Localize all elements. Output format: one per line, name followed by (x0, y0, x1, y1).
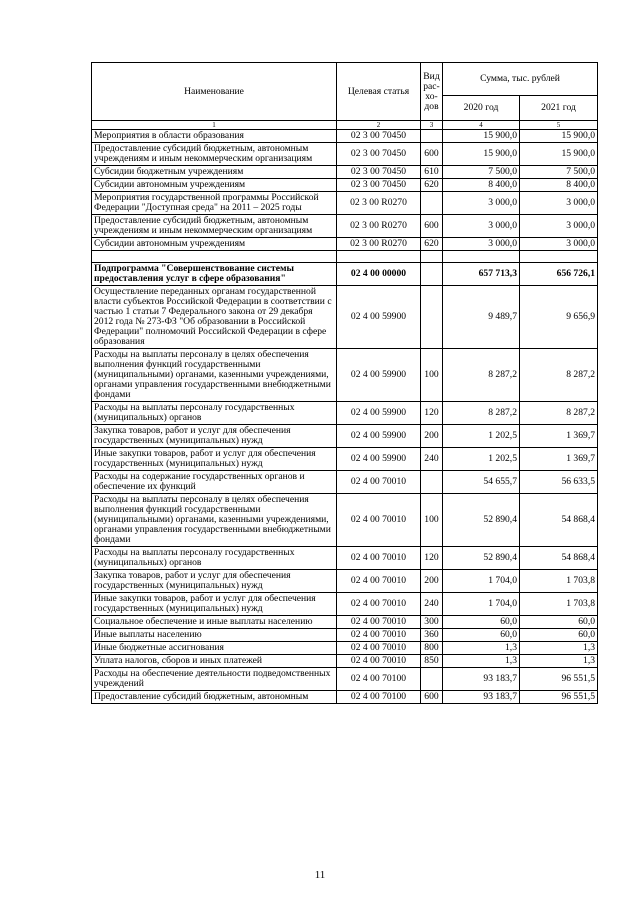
row-name: Осуществление переданных органам государственной власти субъектов Российской Федерации в соответствии с частью 1 статьи 7 Федерального закона от 29 декабря 2012 года № 273-ФЗ "Об образовании в Российской Федерации" полномочий Российской Федерации в сфере образования (92, 286, 337, 349)
row-vid: 300 (421, 616, 443, 629)
row-amount-2020: 3 000,0 (443, 192, 520, 215)
header-vid: Вид рас-хо-дов (421, 63, 443, 121)
row-code: 02 4 00 70010 (337, 629, 421, 642)
row-vid: 120 (421, 402, 443, 425)
row-amount-2020: 1 202,5 (443, 425, 520, 448)
column-number: 5 (520, 121, 598, 130)
column-number: 4 (443, 121, 520, 130)
table-row (92, 494, 598, 547)
row-name: Мероприятия государственной программы Российской Федерации "Доступная среда" на 2011 – 2025 годы (92, 192, 337, 215)
table-row (92, 616, 598, 629)
row-amount-2021: 656 726,1 (520, 263, 598, 286)
spacer-cell (443, 251, 520, 263)
table-row (92, 263, 598, 286)
row-name: Уплата налогов, сборов и иных платежей (92, 655, 337, 668)
row-name: Подпрограмма "Совершенствование системы предоставления услуг в сфере образования" (92, 263, 337, 286)
row-name: Иные выплаты населению (92, 629, 337, 642)
row-code: 02 4 00 59900 (337, 286, 421, 349)
table-row (92, 570, 598, 593)
row-amount-2021: 9 656,9 (520, 286, 598, 349)
row-code: 02 4 00 70100 (337, 691, 421, 704)
row-code: 02 3 00 R0270 (337, 192, 421, 215)
row-amount-2021: 1,3 (520, 642, 598, 655)
row-name: Предоставление субсидий бюджетным, автономным (92, 691, 337, 704)
spacer-cell (421, 251, 443, 263)
row-name: Иные закупки товаров, работ и услуг для обеспечения государственных (муниципальных) нужд (92, 593, 337, 616)
table-row (92, 642, 598, 655)
row-code: 02 4 00 70010 (337, 494, 421, 547)
table-row (92, 593, 598, 616)
table-row (92, 349, 598, 402)
row-vid: 360 (421, 629, 443, 642)
table-body (92, 121, 598, 704)
row-amount-2020: 52 890,4 (443, 547, 520, 570)
row-amount-2020: 15 900,0 (443, 143, 520, 166)
column-number: 3 (421, 121, 443, 130)
row-amount-2020: 8 400,0 (443, 179, 520, 192)
row-amount-2021: 3 000,0 (520, 238, 598, 251)
row-name: Расходы на обеспечение деятельности подведомственных учреждений (92, 668, 337, 691)
header-sum: Сумма, тыс. рублей (443, 63, 598, 96)
row-amount-2020: 1 202,5 (443, 448, 520, 471)
row-amount-2021: 15 900,0 (520, 130, 598, 143)
row-name: Социальное обеспечение и иные выплаты населению (92, 616, 337, 629)
row-vid: 240 (421, 593, 443, 616)
table-row (92, 166, 598, 179)
row-vid (421, 192, 443, 215)
row-code: 02 4 00 59900 (337, 425, 421, 448)
row-code: 02 4 00 70010 (337, 655, 421, 668)
table-row (92, 238, 598, 251)
row-vid (421, 668, 443, 691)
header-year-2021: 2021 год (520, 96, 598, 121)
row-amount-2021: 96 551,5 (520, 668, 598, 691)
row-amount-2020: 15 900,0 (443, 130, 520, 143)
spacer-cell (337, 251, 421, 263)
row-name: Предоставление субсидий бюджетным, автономным учреждениям и иным некоммерческим организациям (92, 215, 337, 238)
row-name: Предоставление субсидий бюджетным, автономным учреждениям и иным некоммерческим организациям (92, 143, 337, 166)
row-name: Закупка товаров, работ и услуг для обеспечения государственных (муниципальных) нужд (92, 425, 337, 448)
page-number: 11 (314, 869, 326, 881)
row-amount-2020: 8 287,2 (443, 402, 520, 425)
row-vid (421, 130, 443, 143)
column-number: 1 (92, 121, 337, 130)
row-amount-2021: 8 287,2 (520, 349, 598, 402)
budget-table (91, 62, 598, 704)
row-vid: 620 (421, 238, 443, 251)
row-vid: 850 (421, 655, 443, 668)
row-name: Субсидии автономным учреждениям (92, 238, 337, 251)
row-name: Закупка товаров, работ и услуг для обеспечения государственных (муниципальных) нужд (92, 570, 337, 593)
header-year-2020: 2020 год (443, 96, 520, 121)
table-row (92, 143, 598, 166)
row-vid: 120 (421, 547, 443, 570)
row-amount-2020: 1 704,0 (443, 570, 520, 593)
row-code: 02 4 00 70100 (337, 668, 421, 691)
row-amount-2021: 56 633,5 (520, 471, 598, 494)
row-name: Мероприятия в области образования (92, 130, 337, 143)
table-row (92, 471, 598, 494)
row-name: Расходы на выплаты персоналу государственных (муниципальных) органов (92, 402, 337, 425)
row-amount-2021: 1,3 (520, 655, 598, 668)
row-amount-2020: 7 500,0 (443, 166, 520, 179)
row-code: 02 3 00 70450 (337, 179, 421, 192)
table-row (92, 215, 598, 238)
row-name: Расходы на выплаты персоналу государственных (муниципальных) органов (92, 547, 337, 570)
table-row (92, 655, 598, 668)
row-amount-2021: 3 000,0 (520, 215, 598, 238)
row-amount-2021: 15 900,0 (520, 143, 598, 166)
row-code: 02 3 00 70450 (337, 130, 421, 143)
row-name: Субсидии автономным учреждениям (92, 179, 337, 192)
spacer-cell (520, 251, 598, 263)
row-vid (421, 263, 443, 286)
row-name: Иные закупки товаров, работ и услуг для обеспечения государственных (муниципальных) нужд (92, 448, 337, 471)
row-amount-2020: 657 713,3 (443, 263, 520, 286)
row-vid (421, 286, 443, 349)
table-row (92, 448, 598, 471)
table-row (92, 668, 598, 691)
spacer-row (92, 251, 598, 263)
row-amount-2021: 54 868,4 (520, 547, 598, 570)
row-vid: 610 (421, 166, 443, 179)
row-name: Иные бюджетные ассигнования (92, 642, 337, 655)
row-amount-2021: 96 551,5 (520, 691, 598, 704)
row-vid: 100 (421, 349, 443, 402)
row-amount-2021: 3 000,0 (520, 192, 598, 215)
row-name: Субсидии бюджетным учреждениям (92, 166, 337, 179)
row-vid: 600 (421, 691, 443, 704)
row-code: 02 4 00 70010 (337, 593, 421, 616)
row-name: Расходы на выплаты персоналу в целях обеспечения выполнения функций государственными (муниципальными) органами, казенными учреждениями, органами управления государственными внебюджетными фондами (92, 494, 337, 547)
row-amount-2020: 3 000,0 (443, 238, 520, 251)
table-row (92, 179, 598, 192)
row-amount-2021: 1 369,7 (520, 425, 598, 448)
row-amount-2020: 8 287,2 (443, 349, 520, 402)
row-amount-2020: 1,3 (443, 655, 520, 668)
header-name: Наименование (92, 63, 337, 121)
row-amount-2021: 54 868,4 (520, 494, 598, 547)
row-code: 02 3 00 R0270 (337, 215, 421, 238)
row-amount-2021: 60,0 (520, 629, 598, 642)
row-amount-2020: 60,0 (443, 629, 520, 642)
row-vid: 200 (421, 570, 443, 593)
row-vid: 240 (421, 448, 443, 471)
row-vid: 200 (421, 425, 443, 448)
row-amount-2020: 1 704,0 (443, 593, 520, 616)
row-amount-2020: 54 655,7 (443, 471, 520, 494)
table-row (92, 629, 598, 642)
row-code: 02 4 00 00000 (337, 263, 421, 286)
row-code: 02 4 00 70010 (337, 471, 421, 494)
row-vid: 600 (421, 215, 443, 238)
row-vid: 100 (421, 494, 443, 547)
row-amount-2021: 1 703,8 (520, 593, 598, 616)
row-amount-2021: 1 369,7 (520, 448, 598, 471)
header-code: Целевая статья (337, 63, 421, 121)
column-number: 2 (337, 121, 421, 130)
row-amount-2021: 8 287,2 (520, 402, 598, 425)
row-amount-2021: 1 703,8 (520, 570, 598, 593)
column-number-row (92, 121, 598, 130)
table-row (92, 402, 598, 425)
table-row (92, 547, 598, 570)
row-vid: 600 (421, 143, 443, 166)
row-vid: 620 (421, 179, 443, 192)
row-amount-2020: 1,3 (443, 642, 520, 655)
row-amount-2020: 93 183,7 (443, 691, 520, 704)
row-amount-2020: 3 000,0 (443, 215, 520, 238)
row-amount-2020: 9 489,7 (443, 286, 520, 349)
table-row (92, 192, 598, 215)
row-code: 02 3 00 R0270 (337, 238, 421, 251)
row-name: Расходы на содержание государственных органов и обеспечение их функций (92, 471, 337, 494)
row-vid: 800 (421, 642, 443, 655)
row-name: Расходы на выплаты персоналу в целях обеспечения выполнения функций государственными (муниципальными) органами, казенными учреждениями, органами управления государственными внебюджетными фондами (92, 349, 337, 402)
row-amount-2020: 93 183,7 (443, 668, 520, 691)
row-code: 02 4 00 70010 (337, 642, 421, 655)
table-row (92, 286, 598, 349)
row-vid (421, 471, 443, 494)
row-amount-2020: 52 890,4 (443, 494, 520, 547)
row-code: 02 4 00 59900 (337, 448, 421, 471)
table-row (92, 130, 598, 143)
row-amount-2020: 60,0 (443, 616, 520, 629)
row-code: 02 3 00 70450 (337, 166, 421, 179)
row-amount-2021: 8 400,0 (520, 179, 598, 192)
row-amount-2021: 60,0 (520, 616, 598, 629)
row-code: 02 4 00 70010 (337, 616, 421, 629)
table-row (92, 691, 598, 704)
spacer-cell (92, 251, 337, 263)
row-code: 02 3 00 70450 (337, 143, 421, 166)
row-amount-2021: 7 500,0 (520, 166, 598, 179)
row-code: 02 4 00 70010 (337, 547, 421, 570)
table-row (92, 425, 598, 448)
row-code: 02 4 00 70010 (337, 570, 421, 593)
row-code: 02 4 00 59900 (337, 402, 421, 425)
row-code: 02 4 00 59900 (337, 349, 421, 402)
